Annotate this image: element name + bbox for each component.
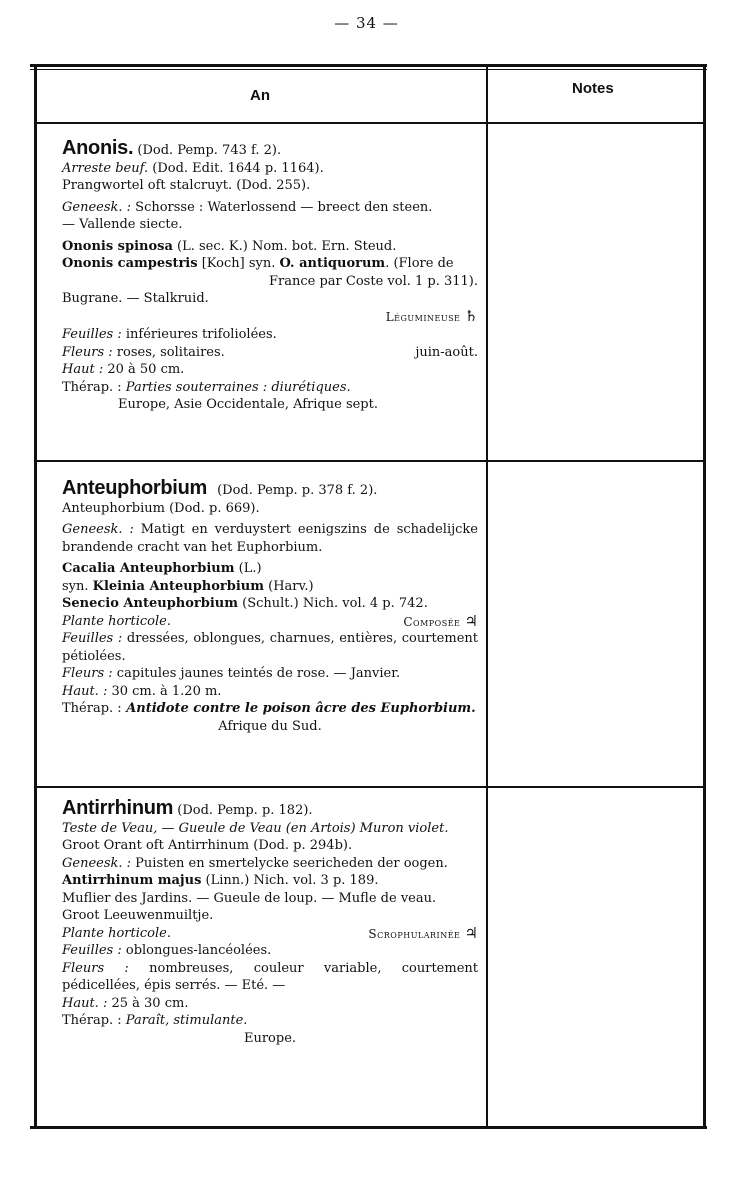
genus-name: Antirrhinum — [62, 797, 174, 819]
label: Plante horticole. — [62, 613, 171, 629]
genus-name: Anonis. — [62, 137, 134, 159]
label: Geneesk. : — [62, 199, 132, 215]
label: Geneesk. : — [62, 855, 132, 871]
family-name: Légumineuse — [385, 309, 461, 324]
species-name: Ononis spinosa — [62, 238, 173, 254]
entry-line — [62, 521, 478, 556]
label: Thérap. : — [62, 1013, 122, 1028]
entry-divider — [36, 786, 704, 788]
species-name: Cacalia Anteuphorbium — [62, 561, 235, 576]
table-right-border — [703, 64, 706, 1128]
lifeform-symbol: ♃ — [464, 611, 478, 630]
entry-line — [62, 1012, 478, 1030]
entry-heading — [62, 137, 478, 160]
text: Antidote contre le poison âcre des Euphorbium. — [121, 701, 476, 716]
species-name: O. antiquorum — [279, 256, 386, 271]
distribution: Afrique du Sud. — [218, 718, 322, 734]
text: 25 à 30 cm. — [107, 995, 189, 1011]
distribution: Europe. — [243, 1030, 297, 1046]
text: [Koch] syn. — [197, 256, 280, 271]
label: Haut. : — [62, 995, 108, 1011]
entry-line — [62, 942, 478, 960]
text: syn. — [62, 578, 93, 594]
entry-line — [62, 960, 478, 995]
entry-line — [62, 255, 478, 273]
entry-line: Anteuphorbium (Dod. p. 669). — [62, 500, 260, 516]
entry-line: Groot Leeuwenmuiltje. — [62, 908, 214, 923]
species-name: Ononis campestris — [62, 256, 198, 271]
text: dressées, oblongues, charnues, entières, courtement pétiolées. — [62, 631, 478, 664]
table-top-rule-thin — [30, 69, 707, 70]
entry-line — [62, 665, 478, 683]
entry-line — [62, 925, 478, 943]
entry-line — [62, 613, 478, 631]
entry-line — [62, 683, 478, 701]
season: juin-août. — [415, 344, 478, 360]
entry-line — [62, 344, 478, 362]
entry-line — [62, 379, 478, 397]
family-name: Composée — [403, 614, 461, 629]
entry-line — [62, 578, 478, 596]
text: 30 cm. à 1.20 m. — [107, 683, 222, 699]
text: nombreuses, couleur variable, courtement pédicellées, épis serrés. — Eté. — — [62, 960, 478, 993]
species-name: Senecio Anteuphorbium — [62, 596, 238, 611]
entry-line — [62, 199, 478, 217]
species-name: Antirrhinum majus — [62, 873, 202, 888]
text: inférieures trifoliolées. — [121, 327, 277, 342]
label: Fleurs : — [62, 344, 113, 360]
reference: (Dod. Edit. 1644 p. 1164). — [148, 160, 324, 176]
genus-name: Anteuphorbium — [62, 477, 207, 499]
entry-line — [62, 326, 478, 344]
entry-line — [62, 238, 478, 256]
entry-line — [62, 855, 478, 873]
label: Haut. : — [62, 683, 108, 699]
entry-antirrhinum — [62, 797, 478, 1047]
reference: (Dod. Pemp. p. 182). — [173, 803, 313, 818]
text: oblongues-lancéolées. — [121, 943, 272, 958]
family-name: Scrophularinée — [368, 926, 461, 941]
text: Matigt en verduystert eenigszins de schadelijcke brandende cracht van het Euphorbium. — [62, 522, 479, 555]
entry-line: Prangwortel oft stalcruyt. (Dod. 255). — [62, 178, 311, 193]
text: (L.) — [234, 561, 262, 576]
label: Thérap. : — [62, 379, 122, 395]
label: Haut : — [62, 362, 104, 377]
label: Fleurs : — [62, 960, 129, 976]
label: Thérap. : — [62, 701, 122, 716]
header-rule — [36, 122, 704, 124]
entry-line: Groot Orant oft Antirrhinum (Dod. p. 294b). — [62, 838, 353, 853]
species-name: Kleinia Anteuphorbium — [92, 578, 265, 594]
entry-line — [62, 160, 478, 178]
entry-line: France par Coste vol. 1 p. 311). — [269, 273, 478, 289]
text: roses, solitaires. — [112, 344, 225, 360]
text: Schorsse : Waterlossend — breect den steen. — [131, 199, 433, 215]
entry-heading — [62, 477, 478, 500]
label: Feuilles : — [62, 943, 122, 958]
reference: (Dod. Pemp. p. 378 f. 2). — [212, 483, 378, 498]
entry-anonis — [62, 137, 478, 414]
table-top-rule — [30, 64, 707, 67]
text: 20 à 50 cm. — [103, 362, 185, 377]
distribution: Europe, Asie Occidentale, Afrique sept. — [118, 397, 378, 412]
text: Paraît, stimulante. — [121, 1013, 248, 1028]
entry-line — [62, 872, 478, 890]
text: Parties souterraines : diurétiques. — [121, 379, 351, 395]
entry-anteuphorbium — [62, 477, 479, 735]
text: capitules jaunes teintés de rose. — Janvier. — [112, 666, 401, 681]
label: Feuilles : — [62, 631, 123, 646]
text: . (Flore de — [385, 256, 454, 271]
entry-heading — [62, 797, 478, 820]
entry-line — [62, 700, 478, 718]
entry-line: Bugrane. — Stalkruid. — [62, 291, 209, 306]
column-divider — [486, 64, 488, 1128]
entry-line — [62, 560, 478, 578]
page-number: — 34 — — [334, 14, 399, 32]
entry-line: Teste de Veau, — Gueule de Veau (en Artois) Muron violet. — [62, 820, 449, 836]
entry-line — [62, 361, 478, 379]
entry-line: — Vallende siecte. — [62, 217, 183, 232]
table-bottom-rule — [30, 1126, 707, 1129]
vernacular-name: Arreste beuf. — [62, 160, 149, 176]
column-header-notes: Notes — [572, 80, 614, 97]
label: Feuilles : — [62, 327, 122, 342]
lifeform-symbol: ♃ — [464, 923, 478, 942]
lifeform-symbol: ♄ — [464, 306, 478, 325]
family-line — [403, 613, 478, 632]
entry-line — [62, 595, 478, 613]
text: (Schult.) Nich. vol. 4 p. 742. — [238, 596, 428, 611]
text: (Harv.) — [264, 578, 314, 594]
label: Fleurs : — [62, 666, 113, 681]
family-line — [62, 308, 478, 327]
text: (Linn.) Nich. vol. 3 p. 189. — [201, 873, 379, 888]
label: Plante horticole. — [62, 925, 171, 941]
family-line — [368, 925, 478, 944]
text: (L. sec. K.) Nom. bot. Ern. Steud. — [172, 238, 397, 254]
label: Geneesk. : — [62, 522, 134, 537]
entry-divider — [36, 460, 704, 462]
text: Puisten en smertelycke seericheden der oogen. — [131, 855, 448, 871]
entry-line — [62, 630, 478, 665]
column-header-main: An — [250, 87, 270, 104]
reference: (Dod. Pemp. 743 f. 2). — [133, 143, 282, 158]
entry-line — [62, 995, 478, 1013]
table-left-border — [34, 64, 37, 1128]
entry-line: Muflier des Jardins. — Gueule de loup. — Mufle de veau. — [62, 890, 437, 906]
